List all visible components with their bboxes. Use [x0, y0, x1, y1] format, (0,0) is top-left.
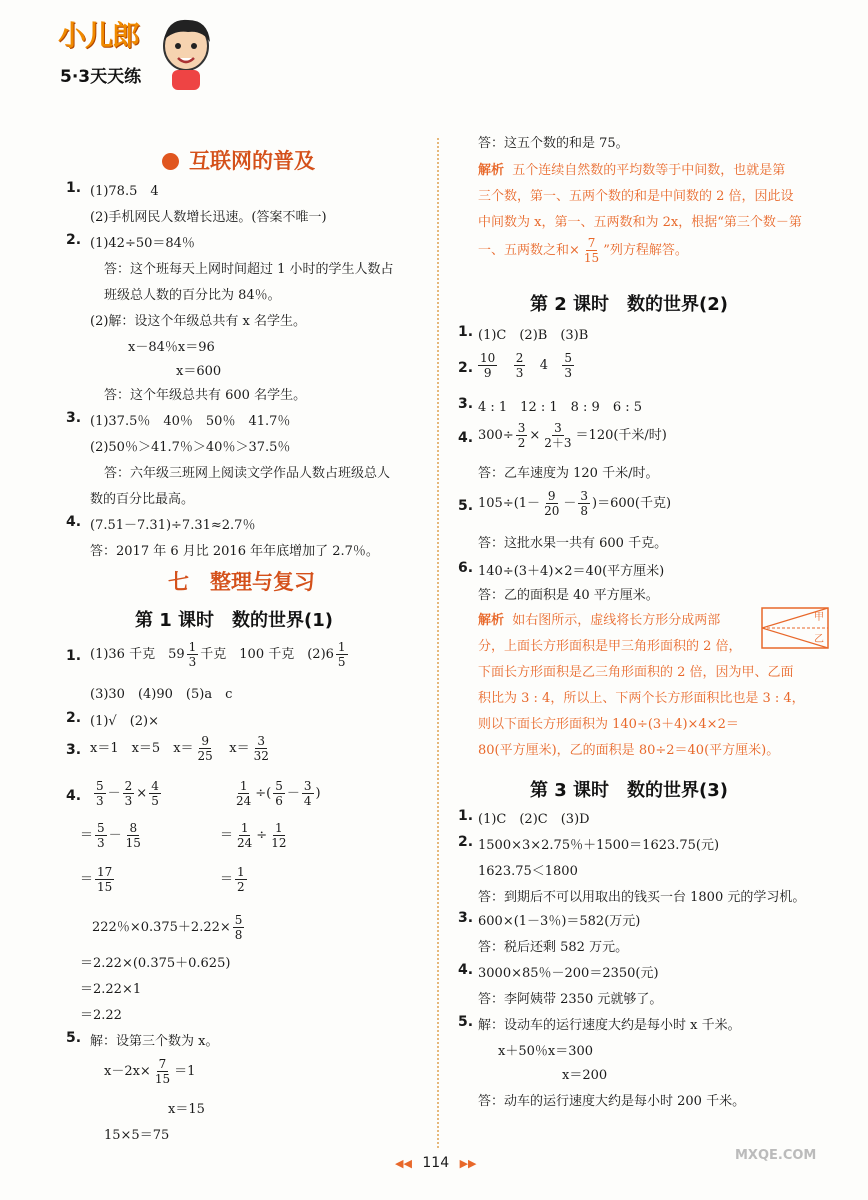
answer-line: 答：这五个数的和是 75。 [478, 136, 629, 151]
answer-line: 班级总人数的百分比为 84％。 [104, 288, 281, 303]
lesson-title: 第 2 课时 数的世界(2) [530, 294, 729, 315]
fig-label-top: 甲 [814, 612, 824, 623]
equation-line: 15×5＝75 [104, 1128, 170, 1143]
q-number: 2. [66, 710, 82, 726]
calc-row: ＝2.22×(0.375＋0.625) [80, 956, 231, 971]
answer-line: 答：李阿姨带 2350 元就够了。 [478, 992, 663, 1007]
q-number: 2. [458, 360, 474, 376]
analysis-label: 解析 [478, 163, 505, 178]
answer-line: (2)解：设这个年级总共有 x 名学生。 [90, 314, 307, 329]
equation-line: x－84％x＝96 [128, 340, 215, 355]
column-divider [437, 138, 439, 1148]
rectangle-figure [760, 606, 832, 652]
equation-line: x－2x× $\frac{7}{15}$ ＝1 [104, 1057, 196, 1086]
prev-arrows-icon: ◀◀ [395, 1157, 412, 1170]
fig-label-bottom: 乙 [814, 634, 824, 645]
answer-line: 1500×3×2.75％＋1500＝1623.75(元) [478, 838, 720, 853]
answer-line: 数的百分比最高。 [90, 492, 195, 507]
answer-line: 解：设第三个数为 x。 [90, 1034, 219, 1049]
equation-line: x＝600 [176, 364, 222, 379]
q-number: 4. [66, 788, 82, 804]
answer-line: (7.51－7.31)÷7.31≈2.7％ [90, 518, 256, 533]
analysis-block: 解析 如右图所示，虚线将长方形分成两部 分，上面长方形面积是甲三角形面积的 2 倍， 下面长方形面积是乙三角形面积的 2 倍，因为甲、乙面 积比为 3 : 4，所以上、下两个长方形面积比也是 3 : 4， 则以下面长方形面积为 140÷(3＋4)×4×2＝ 80(平方厘米)，乙的面积是 80÷2＝40(平方厘米)。 [478, 613, 805, 758]
answer-line: 140÷(3＋4)×2＝40(平方厘米) [478, 564, 665, 579]
brand-subtitle: 5·3天天练 [60, 67, 142, 87]
q-number: 4. [66, 514, 82, 530]
equation-line: x＋50％x＝300 [498, 1044, 594, 1059]
answer-line: 600×(1－3％)＝582(万元) [478, 914, 641, 929]
q-number: 1. [458, 808, 474, 824]
calc-row: ＝ $\frac{5}{3}$ － $\frac{8}{15}$ [80, 821, 141, 850]
answer-line: 3000×85％－200＝2350(元) [478, 966, 659, 981]
brand-title: 小儿郎 [58, 19, 140, 52]
answer-line: 答：到期后不可以用取出的钱买一台 1800 元的学习机。 [478, 890, 806, 905]
q-number: 3. [66, 742, 82, 758]
next-arrows-icon: ▶▶ [459, 1157, 477, 1170]
page-number: ◀◀ 114 ▶▶ [395, 1155, 477, 1171]
calc-row: $\frac{1}{24}$ ÷( $\frac{5}{6}$ － $\frac{3}{4}$ ) [236, 779, 321, 808]
answer-line: (2)手机网民人数增长迅速。(答案不唯一) [90, 210, 327, 225]
calc-row: ＝ $\frac{17}{15}$ [80, 865, 113, 894]
answer-line: 答：六年级三班网上阅读文学作品人数占班级总人 [104, 466, 391, 481]
q-number: 3. [66, 410, 82, 426]
answer-line: (1)√ (2)× [90, 714, 160, 729]
answer-line: 答：乙的面积是 40 平方厘米。 [478, 588, 659, 603]
answer-line: 105÷(1－ $\frac{9}{20}$ － $\frac{3}{8}$ )＝600(千克) [478, 489, 672, 518]
equation-line: x＝15 [168, 1102, 205, 1117]
mascot-icon [158, 16, 214, 92]
answer-line: 4 : 1 12 : 1 8 : 9 6 : 5 [478, 400, 643, 415]
answer-line: 答：这个年级总共有 600 名学生。 [104, 388, 307, 403]
answer-line: 答：动车的运行速度大约是每小时 200 千米。 [478, 1094, 746, 1109]
answer-line: 答：乙车速度为 120 千米/时。 [478, 466, 659, 481]
answer-line: 答：2017 年 6 月比 2016 年年底增加了 2.7％。 [90, 544, 379, 559]
q-number: 1. [458, 324, 474, 340]
q-number: 3. [458, 910, 474, 926]
analysis-block: 解析 五个连续自然数的平均数等于中间数，也就是第 三个数，第一、五两个数的和是中间数的 2 倍，因此设 中间数为 x，第一、五两数和为 2x，根据“第三个数－第 一、五两数之和× $\frac{7}{15}$ ”列方程解答。 [478, 163, 802, 265]
answer-line: (1)37.5％ 40％ 50％ 41.7％ [90, 414, 291, 429]
q-number: 2. [458, 834, 474, 850]
answer-line: $\frac{10}{9}$ $\frac{2}{3}$ 4 $\frac{5}{3}$ [480, 351, 573, 380]
answer-line: (1)78.5 4 [90, 184, 159, 199]
q-number: 2. [66, 232, 82, 248]
q-number: 3. [458, 396, 474, 412]
answer-line: 1623.75＜1800 [478, 864, 578, 879]
q-number: 5. [458, 498, 474, 514]
brand-logo [58, 14, 218, 94]
answer-line: (1)36 千克 59 $\frac{1}{3}$ 千克 100 千克 (2)6 $\frac{1}{5}$ [90, 640, 346, 669]
lesson-title: 第 3 课时 数的世界(3) [530, 780, 729, 801]
answer-line: 答：这批水果一共有 600 千克。 [478, 536, 668, 551]
watermark: MXQE.COM [735, 1148, 817, 1163]
q-number: 4. [458, 430, 474, 446]
answer-line: (1)C (2)B (3)B [478, 328, 589, 343]
answer-line: x＝1 x＝5 x＝ $\frac{9}{25}$ x＝ $\frac{3}{32}$ [90, 734, 269, 763]
q-number: 1. [66, 648, 82, 664]
q-number: 5. [458, 1014, 474, 1030]
calc-row: ＝ $\frac{1}{24}$ ÷ $\frac{1}{12}$ [220, 821, 287, 850]
analysis-label: 解析 [478, 613, 505, 628]
lesson-title: 第 1 课时 数的世界(1) [135, 610, 334, 631]
q-number: 5. [66, 1030, 82, 1046]
section-title: 互联网的普及 [162, 145, 315, 175]
answer-line: (1)42÷50＝84％ [90, 236, 195, 251]
answer-line: (2)50％＞41.7％＞40％＞37.5％ [90, 440, 291, 455]
answer-line: (1)C (2)C (3)D [478, 812, 590, 827]
calc-row: ＝2.22×1 [80, 982, 142, 997]
equation-line: x＝200 [562, 1068, 608, 1083]
q-number: 1. [66, 180, 82, 196]
calc-row: ＝ $\frac{1}{2}$ [220, 865, 245, 894]
answer-line: 答：这个班每天上网时间超过 1 小时的学生人数占 [104, 262, 394, 277]
answer-line: 答：税后还剩 582 万元。 [478, 940, 629, 955]
bullet-icon [162, 153, 179, 170]
answer-line: (3)30 (4)90 (5)a c [90, 687, 233, 702]
answer-line: 300÷ $\frac{3}{2}$ × $\frac{3}{2+3}$ ＝120(千米/时) [478, 421, 667, 450]
q-number: 4. [458, 962, 474, 978]
q-number: 6. [458, 560, 474, 576]
unit-title: 七 整理与复习 [168, 570, 315, 594]
calc-row: $\frac{5}{3}$ － $\frac{2}{3}$ × $\frac{4}{5}$ [96, 779, 159, 808]
calc-row: 222％×0.375＋2.22× $\frac{5}{8}$ [92, 913, 243, 942]
answer-line: 解：设动车的运行速度大约是每小时 x 千米。 [478, 1018, 741, 1033]
calc-row: ＝2.22 [80, 1008, 122, 1023]
